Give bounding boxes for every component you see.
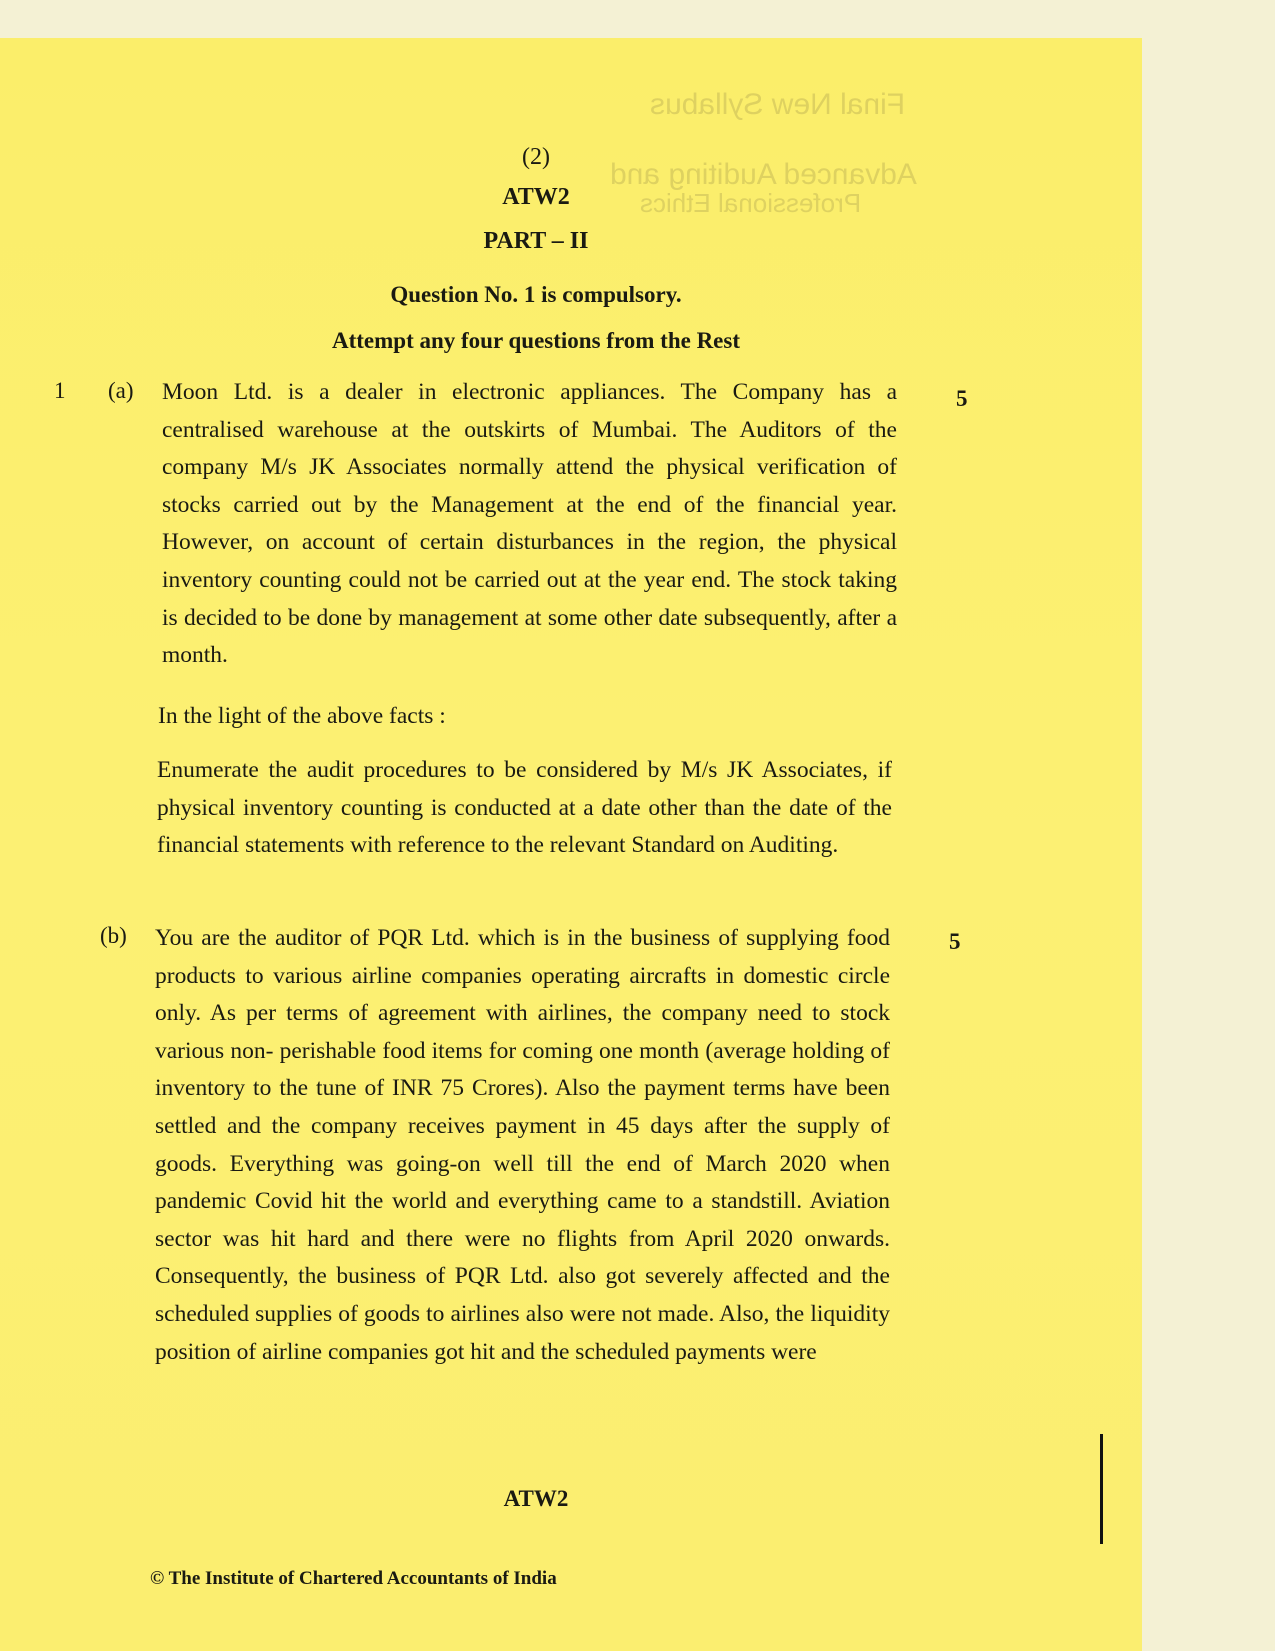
question-a-facts: Moon Ltd. is a dealer in electronic appliances. The Company has a centralised warehouse at the outskirts of Mumbai. The Auditors of the company M/s JK Associates normally attend the physical verification of stocks carried out by the Management at the end of the financial year. However, on account of certain disturbances in the region, the physical inventory counting could not be carried out at the year end. The stock taking is decided to be done by management at some other date subsequently, after a month. [162,379,897,669]
bleed-through-mark: Professional Ethics [640,188,862,218]
question-b-text: You are the auditor of PQR Ltd. which is in the business of supplying food products to various airline companies operating aircrafts in domestic circle only. As per terms of agreement with airlines, the company need to stock various non- perishable food items for coming one month (average holding of inventory to the tune of INR 75 Crores). Also the payment terms have been settled and the company receives payment in 45 days after the supply of goods. Everything was going-on well till the end of March 2020 when pandemic Covid hit the world and everything came to a standstill. Aviation sector was hit hard and there were no flights from April 2020 onwards. Consequently, the business of PQR Ltd. also got severely affected and the scheduled supplies of goods to airlines also were not made. Also, the liquidity position of airline companies got hit and the scheduled payments were [155,925,890,1365]
copyright-notice: © The Institute of Chartered Accountants of India [150,1568,557,1589]
scan-edge-mark [1100,1434,1103,1544]
attempt-instruction: Attempt any four questions from the Rest [331,328,740,353]
paper-code: ATW2 [502,184,570,210]
bleed-through-mark: Advanced Auditing and [610,158,917,191]
part-heading: PART – II [483,228,589,254]
marks-b: 5 [949,929,961,954]
question-number: 1 [54,378,66,403]
sub-question-label-a: (a) [108,378,134,403]
sub-question-label-b: (b) [100,923,127,948]
footer-paper-code: ATW2 [503,1486,569,1511]
compulsory-instruction: Question No. 1 is compulsory. [390,282,682,307]
question-a-lead: In the light of the above facts : [158,703,446,729]
marks-a: 5 [956,386,968,411]
page-number: (2) [522,144,550,170]
exam-page [0,38,1142,1651]
question-a-task: Enumerate the audit procedures to be considered by M/s JK Associates, if physical inventory counting is conducted at a date other than the date of the financial statements with reference to the relevant Standard on Auditing. [157,757,892,859]
bleed-through-mark: Final New Syllabus [650,88,906,121]
